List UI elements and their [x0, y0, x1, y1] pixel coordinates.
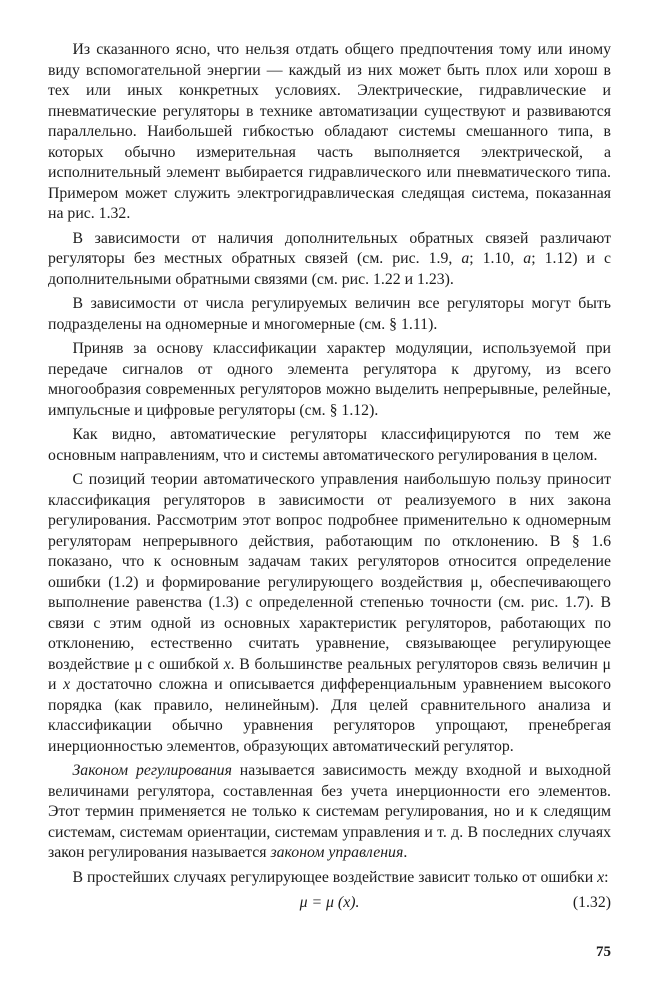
- text-run: .: [403, 844, 408, 861]
- text-run: достаточно сложна и описывается дифференциальным уравнением высокого порядка (как правило, нелинейным). Для целей сравнительного анализа и классификации обычно уравнения регуляторов упрощают, пренебрегая инерционностью элементов, образующих автоматический регулятор.: [48, 676, 611, 755]
- italic-text-run: а: [461, 250, 470, 267]
- paragraph: [48, 470, 611, 757]
- text-run: :: [604, 868, 609, 886]
- paragraph: [48, 294, 611, 335]
- text-run: Из сказанного ясно, что нельзя отдать общего предпочтения тому или иному виду вспомогательной энергии — каждый из них может быть плох или хорош в тех или иных конкретных условиях. Электрические, гидравлические и пневматические регуляторы в технике автоматизации существуют и развиваются параллельно. Наибольшей гибкостью обладают системы смешанного типа, в которых обычно измерительная часть выполняется электрической, а исполнительный элемент выбирается гидравлического или пневматического типа. Примером может служить электрогидравлическая следящая система, показанная на рис. 1.32.: [48, 41, 611, 222]
- text-run: ; 1.10,: [469, 250, 524, 267]
- text-run: С позиций теории автоматического управления наибольшую пользу приносит классификация регуляторов в зависимости от реализуемого в них закона регулирования. Рассмотрим этот вопрос подробнее применительно к одномерным регуляторам непрерывного действия, работающим по отклонению. В § 1.6 показано, что к основным задачам таких регуляторов относится определение ошибки (1.2) и формирование регулирующего воздействия μ, обеспечивающего выполнение равенства (1.3) с определенной степенью точности (см. рис. 1.7). В связи с этим одной из основных характеристик регуляторов, работающих по отклонению, естественно считать уравнение, связывающее регулирующее воздействие μ с ошибкой: [48, 471, 611, 673]
- italic-text-run: Законом регулирования: [72, 762, 232, 779]
- paragraph: [48, 761, 611, 864]
- paragraph: [48, 425, 611, 466]
- paragraph: [48, 339, 611, 421]
- text-run: называется зависимость между входной и выходной величинами регулятора, составленная без учета инерционности его элементов. Этот термин применяется не только к системам регулирования, но и к следящим системам, системам ориентации, системам управления и т. д. В последних случаях закон регулирования называется: [48, 762, 611, 861]
- paragraph: [48, 868, 611, 889]
- paragraph: [48, 40, 611, 225]
- text-run: В зависимости от наличия дополнительных обратных связей различают регуляторы без местных обратных связей (см. рис. 1.9,: [48, 229, 611, 267]
- italic-text-run: x: [223, 655, 231, 673]
- text-run: ; 1.12) и с дополнительными обратными связями (см. рис. 1.22 и 1.23).: [48, 250, 612, 288]
- text-run: В зависимости от числа регулируемых величин все регуляторы могут быть подразделены на одномерные и многомерные (см. § 1.11).: [48, 295, 611, 333]
- page-number: 75: [596, 944, 611, 960]
- paragraph: [48, 229, 611, 291]
- text-run: В простейших случаях регулирующее воздействие зависит только от ошибки: [72, 868, 598, 886]
- equation: [48, 892, 611, 914]
- equation-number: (1.32): [572, 894, 611, 911]
- equation-expression: μ = μ (x).: [299, 894, 360, 911]
- text-run: . В большинстве реальных регуляторов связь величин μ и: [48, 655, 611, 693]
- text-body: [48, 40, 611, 888]
- italic-text-run: x: [597, 868, 605, 886]
- text-run: Приняв за основу классификации характер модуляции, используемой при передаче сигналов от одного элемента регулятора к другому, из всего многообразия современных регуляторов можно выделить непрерывные, релейные, импульсные и цифровые регуляторы (см. § 1.12).: [48, 340, 611, 419]
- italic-text-run: x: [63, 676, 71, 693]
- italic-text-run: а: [523, 250, 532, 267]
- text-run: Как видно, автоматические регуляторы классифицируются по тем же основным направлениям, что и системы автоматического регулирования в целом.: [48, 426, 611, 464]
- italic-text-run: законом управления: [270, 844, 404, 861]
